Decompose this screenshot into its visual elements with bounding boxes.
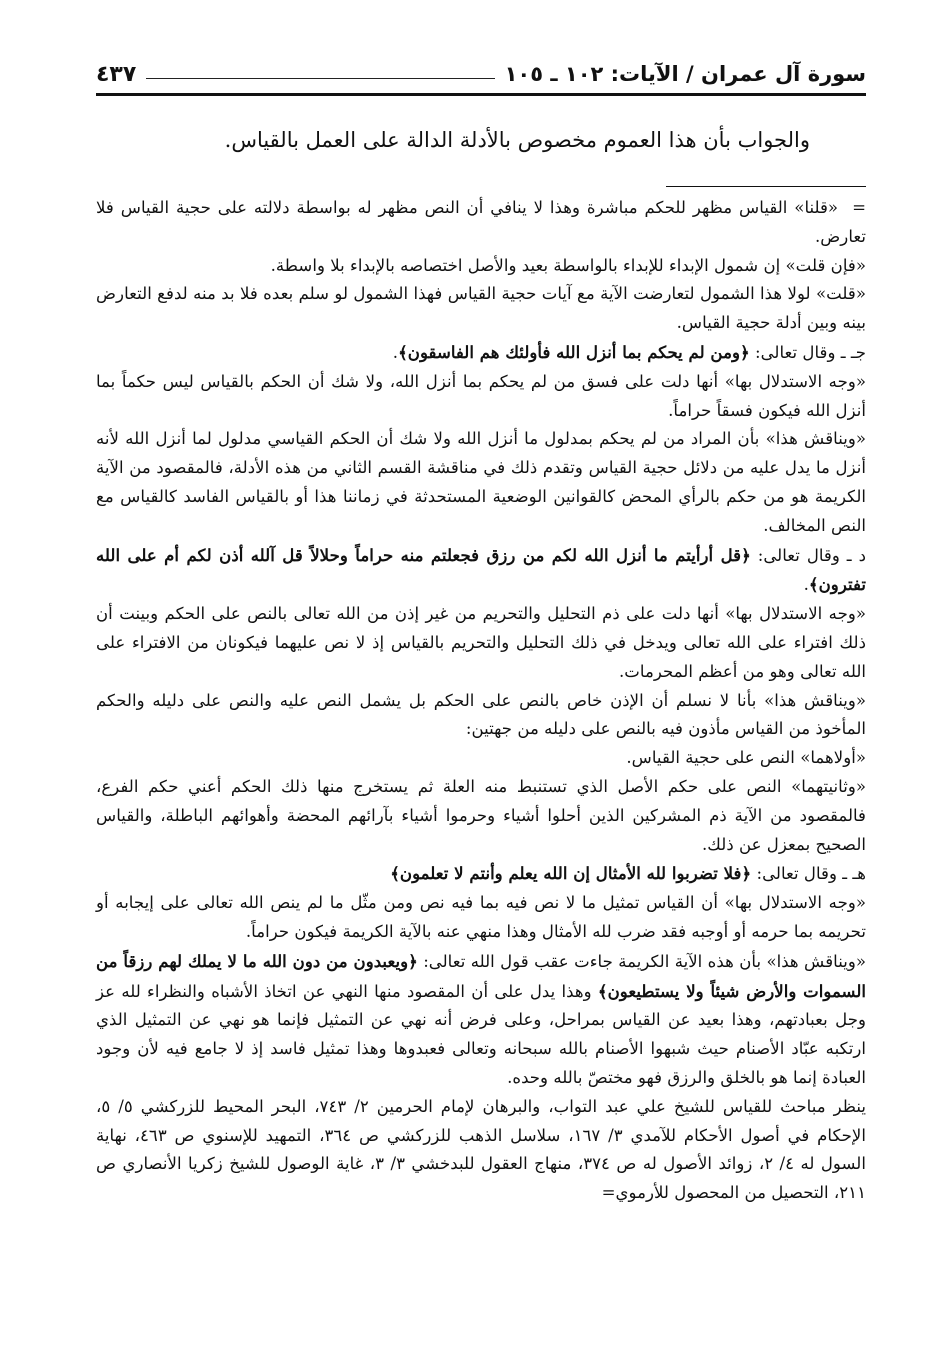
footnote-paragraph (96, 252, 866, 281)
footnote-text: «ويناقش هذا» بأنا لا نسلم أن الإذن خاص بالنص على الحكم بل يشمل النص عليه والنص على دليله والحكم المأخوذ من القياس مأذون فيه بالنص على دليله من جهتين: (96, 690, 866, 739)
footnote-text: «وجه الاستدلال بها» أن القياس تمثيل ما لا نص فيه بما فيه نص ومن مثّل ما لم ينص الله تعالى على إيجابه أو تحريمه بما حرمه أو أوجبه فقد ضرب لله الأمثال وهذا منهي عنه بالآية الكريمة فيكون حراماً. (96, 893, 866, 941)
footnote-paragraph (96, 1093, 866, 1208)
footnote-text: «وجه الاستدلال بها» أنها دلت على فسق من لم يحكم بما أنزل الله، ولا شك أن الحكم بالقياس ليس حكماً بما أنزل الله فيكون فسقاً حراماً. (96, 371, 866, 420)
footnote-text: «أولاهما» النص على حجية القياس. (626, 748, 866, 768)
footnote-paragraph (96, 947, 866, 1093)
footnote-text: هـ ـ وقال تعالى: (751, 864, 866, 884)
footnote-text: «قلت» لولا هذا الشمول لتعارضت الآية مع آيات حجية القياس فهذا الشمول لو سلم بعده فلا بد منه لدفع التعارض بينه وبين أدلة حجية القياس. (96, 284, 866, 333)
footnote-text: «وثانيتهما» النص على حكم الأصل الذي تستنبط منه العلة ثم يستخرج منها ذلك الحكم أعني حكم الفرع، فالمقصود من الآية ذم المشركين الذين أحلوا أشياء وحرموا أشياء بآرائهم المحضة وأهوائهم الباطلة، والقياس الصحيح بمعزل عن ذلك. (96, 776, 866, 854)
surah-title: سورة آل عمران / الآيات: ١٠٢ ـ ١٠٥ (504, 62, 866, 86)
footnote-paragraph (96, 280, 866, 338)
quran-verse: ﴿فلا تضربوا لله الأمثال إن الله يعلم وأنتم لا تعلمون﴾ (390, 863, 752, 884)
page-header (96, 54, 866, 94)
footnote-text: «فإن قلت» إن شمول الإبداء للإبداء بالواسطة بعيد والأصل اختصاصه بالإبداء بلا واسطة. (270, 255, 866, 275)
footnote-paragraph (96, 194, 866, 252)
footnote-paragraph (96, 687, 866, 745)
footnote-text: وهذا يدل على أن المقصود منها النهي عن اتخاذ الأشباه والنظراء لله عز وجل بعبادتهم، وهذا بعيد عن القياس بمراحل، وعلى فرض أنه نهي عن التمثيل فإنما هو نهي عن التمثيل الذي ارتكبه عبّاد الأصنام حيث شبهوا الأصنام بالله سبحانه وتعالى فعبدوها وهذا تمثيل فاسد إذ لا جامع فيه لأن وجود العبادة إنما هو بالخلق والرزق فهو مختصّ بالله وحده. (96, 981, 866, 1087)
footnote-paragraph (96, 600, 866, 686)
continuation-mark: = (852, 198, 866, 217)
footnote-separator (666, 186, 866, 187)
footnote-text: «ويناقش هذا» بأن هذه الآية الكريمة جاءت عقب قول الله تعالى: (417, 951, 866, 971)
footnote-paragraph (96, 859, 866, 889)
quran-verse: ﴿قل أرأيتم ما أنزل الله لكم من رزق فجعلتم منه حراماً وحلالاً قل آلله أذن لكم أم على الله تفترون﴾ (96, 544, 866, 595)
header-dash-line (146, 77, 494, 79)
footnote-paragraph (96, 425, 866, 540)
footnote-text: «قلنا» القياس مظهر للحكم مباشرة وهذا لا ينافي أن النص مظهر له بواسطة دلالته على حجية القياس فلا تعارض. (96, 198, 866, 246)
footnote-text: جـ ـ وقال تعالى: (749, 342, 866, 362)
footnote-paragraph (96, 773, 866, 859)
header-rule (96, 93, 866, 96)
footnote-paragraph (96, 368, 866, 426)
footnote-text: . (392, 342, 399, 362)
footnote-paragraph (96, 889, 866, 947)
footnote-paragraph (96, 338, 866, 368)
footnote-text: «ويناقش هذا» بأن المراد من لم يحكم بمدلول ما أنزل الله ولا شك أن الحكم القياسي مدلول لما أنزل الله لأنه أنزل ما يدل عليه من دلائل حجية القياس وتقدم ذلك في مناقشة القسم الثاني من هذه الأدلة، فالمقصود من الآية الكريمة هو من حكم بالرأي المحض كالقوانين الوضعية المستحدثة في زماننا هذا أو بالقياس الفاسد كالقياس مع النص المخالف. (96, 429, 866, 535)
main-text: والجواب بأن هذا العموم مخصوص بالأدلة الدالة على العمل بالقياس. (224, 128, 810, 152)
footnote-references: ينظر مباحث للقياس للشيخ علي عبد التواب، والبرهان لإمام الحرمين ٢/ ٧٤٣، البحر المحيط للزركشي ٥/ ٥، الإحكام في أصول الأحكام للآمدي ٣/ ١٦٧، سلاسل الذهب للزركشي ص ٣٦٤، التمهيد للإسنوي ص ٤٦٣، نهاية السول له ٤/ ٢، زوائد الأصول له ص ٣٧٤، منهاج العقول للبدخشي ٣/ ٣، غاية الوصول للشيخ زكريا الأنصاري ص ٢١١، التحصيل من المحصول للأرموي= (96, 1096, 867, 1203)
footnotes (96, 194, 866, 1208)
footnote-text: «وجه الاستدلال بها» أنها دلت على ذم التحليل والتحريم من غير إذن من الله تعالى بالنص على الحكم وبينت أن ذلك افتراء على الله تعالى ويدخل في ذلك التحليل والتحريم بالقياس إذ لا نص عليهما فيكونان من الافتراء على الله تعالى وهو من أعظم المحرمات. (96, 604, 866, 681)
footnote-paragraph (96, 744, 866, 773)
footnote-text: د ـ وقال تعالى: (750, 545, 866, 565)
page-number: ٤٣٧ (96, 61, 137, 87)
quran-verse: ﴿ويعبدون من دون الله ما لا يملك لهم رزقاً من السموات والأرض شيئاً ولا يستطيعون﴾ (96, 950, 867, 1001)
quran-verse: ﴿ومن لم يحكم بما أنزل الله فأولئك هم الفاسقون﴾ (398, 341, 750, 362)
footnote-paragraph (96, 541, 866, 601)
footnote-text: . (803, 575, 809, 595)
